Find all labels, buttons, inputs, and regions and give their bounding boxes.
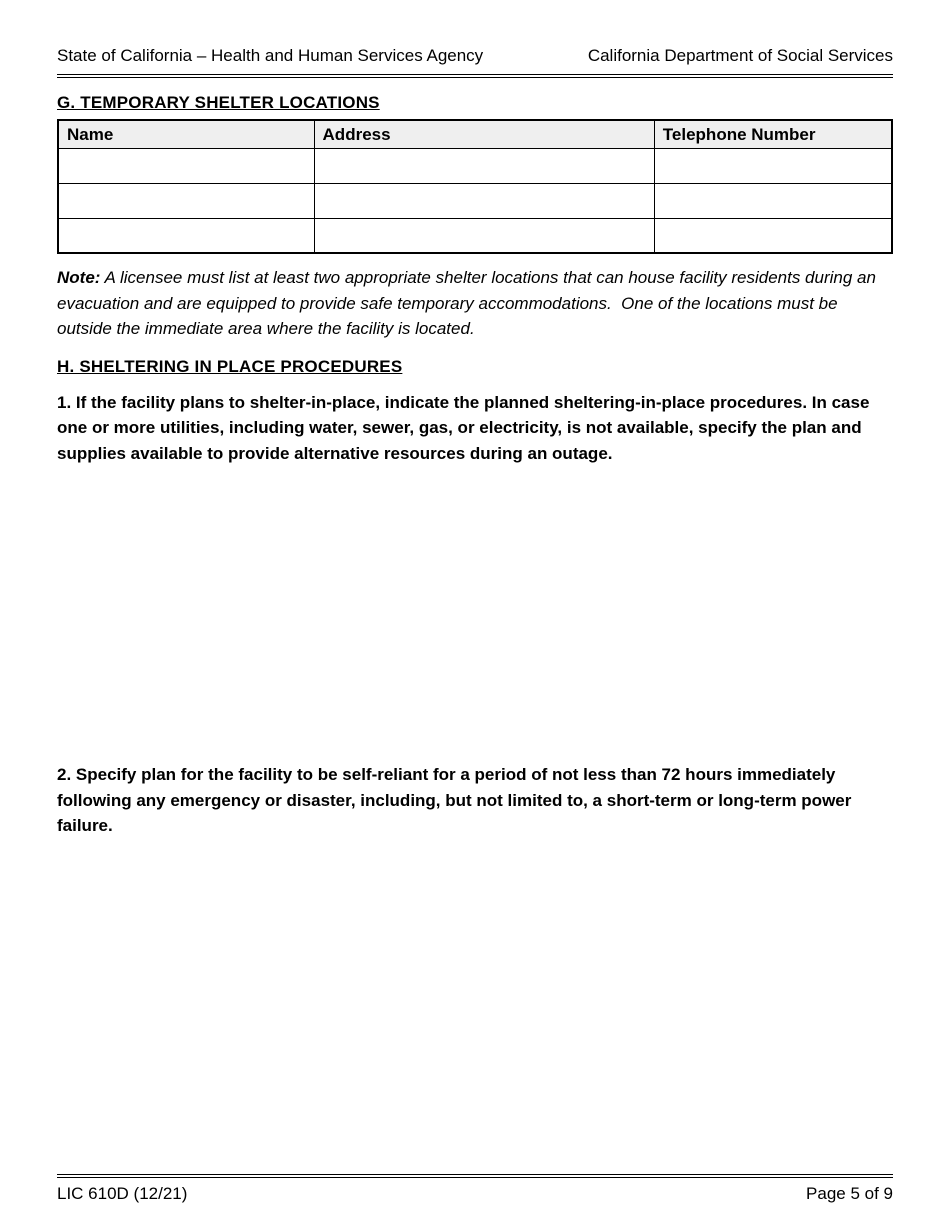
shelter-name-cell[interactable] [58, 148, 314, 183]
form-footer [57, 1174, 893, 1230]
header-rule [57, 74, 893, 78]
answer-area-2[interactable] [57, 839, 893, 1174]
table-row [58, 183, 892, 218]
footer-row [57, 1178, 893, 1230]
header-agency-right: California Department of Social Services [587, 46, 893, 65]
column-header-name: Name [58, 120, 314, 148]
footer-form-number: LIC 610D (12/21) [57, 1184, 188, 1203]
shelter-name-cell[interactable] [58, 183, 314, 218]
section-g-heading: G. TEMPORARY SHELTER LOCATIONS [57, 93, 380, 113]
shelter-address-cell[interactable] [314, 183, 654, 218]
shelter-name-cell[interactable] [58, 218, 314, 253]
column-header-address: Address [314, 120, 654, 148]
question-1-text: 1. If the facility plans to shelter-in-place, indicate the planned sheltering-in-place procedures. In case one or more utilities, including water, sewer, gas, or electricity, is not available, specify the plan and supplies available to provide alternative resources during an outage. [57, 392, 870, 463]
shelter-address-cell[interactable] [314, 148, 654, 183]
note-label: Note: [57, 268, 101, 288]
footer-page-number: Page 5 of 9 [806, 1184, 893, 1203]
form-header [57, 45, 893, 66]
answer-area-1[interactable] [57, 466, 893, 749]
shelter-telephone-cell[interactable] [654, 218, 892, 253]
shelter-telephone-cell[interactable] [654, 183, 892, 218]
table-header-row [58, 120, 892, 148]
note-body-text: A licensee must list at least two appropriate shelter locations that can house facility residents during an evacuation and are equipped to provide safe temporary accommodations. One of the locations must be outside the immediate area where the facility is located. [57, 268, 881, 339]
question-2-text: 2. Specify plan for the facility to be self-reliant for a period of not less than 72 hours immediately following any emergency or disaster, including, but not limited to, a short-term or long-term power failure. [57, 765, 852, 836]
note-paragraph [57, 265, 893, 342]
header-agency-left: State of California – Health and Human Services Agency [57, 46, 484, 65]
column-header-telephone: Telephone Number [654, 120, 892, 148]
section-h-heading: H. SHELTERING IN PLACE PROCEDURES [57, 356, 403, 376]
table-row [58, 148, 892, 183]
shelter-address-cell[interactable] [314, 218, 654, 253]
table-row [58, 218, 892, 253]
shelter-telephone-cell[interactable] [654, 148, 892, 183]
shelter-locations-table [57, 119, 893, 254]
